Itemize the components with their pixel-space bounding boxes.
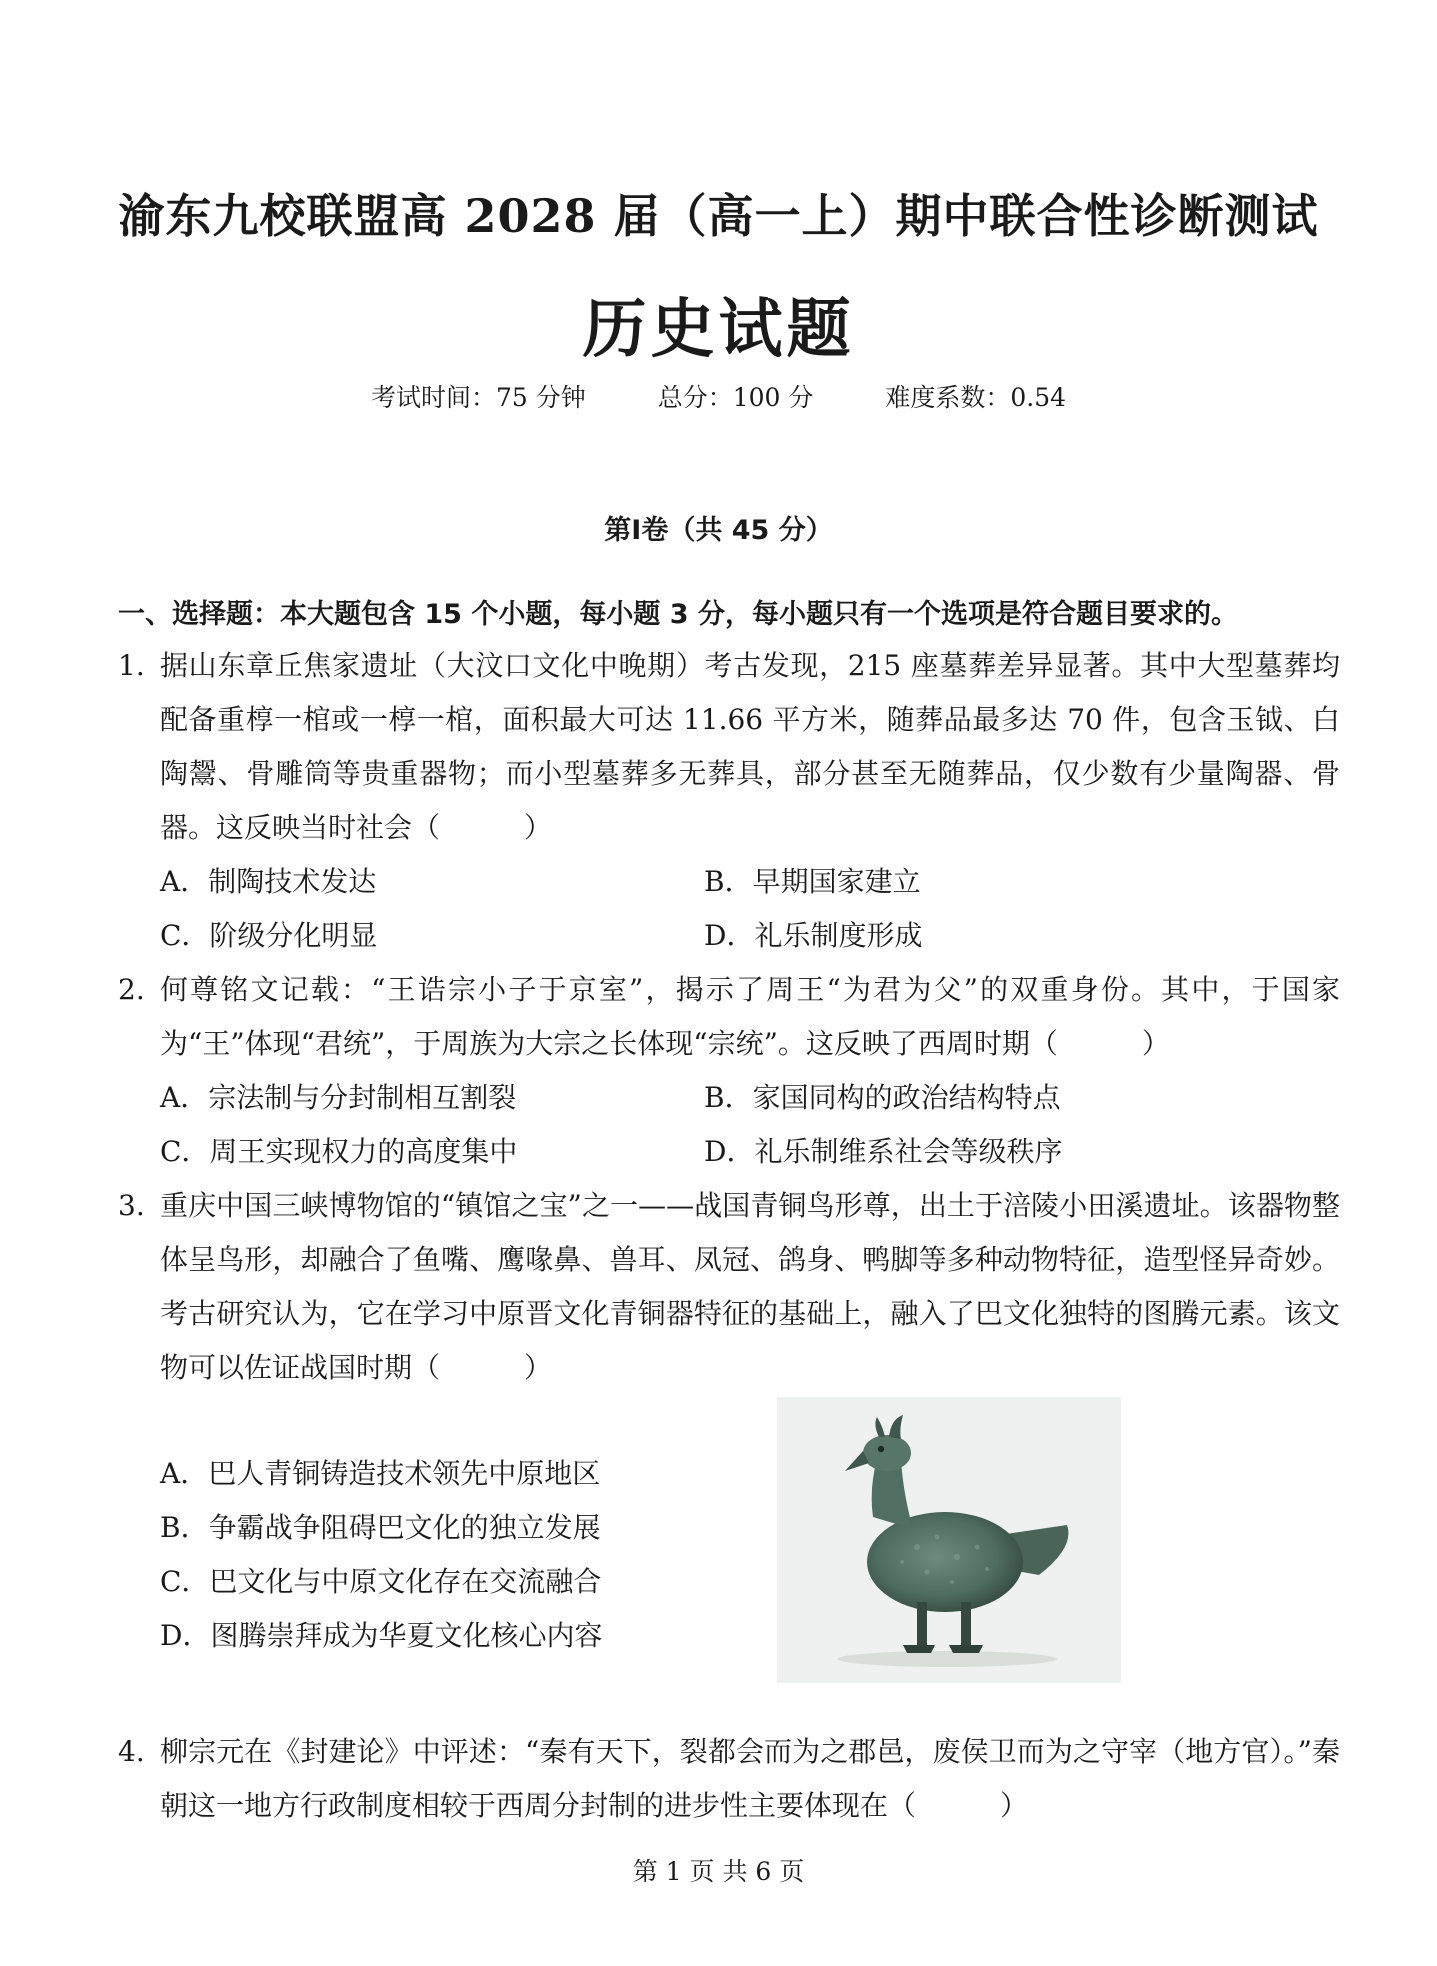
bronze-bird-vessel-illustration — [777, 1397, 1121, 1683]
question-2-option-b: B．家国同构的政治结构特点 — [704, 1081, 1061, 1114]
question-3 — [118, 1179, 1340, 1395]
question-2-option-a: A．宗法制与分封制相互割裂 — [160, 1081, 517, 1114]
question-number: 2. — [118, 973, 145, 1006]
section-instructions: 一、选择题：本大题包含 15 个小题，每小题 3 分，每小题只有一个选项是符合题目要求的。 — [118, 599, 1238, 630]
exam-title: 渝东九校联盟高 2028 届（高一上）期中联合性诊断测试 — [118, 189, 1319, 243]
exam-time: 考试时间：75 分钟 — [370, 383, 586, 412]
subject-title: 历史试题 — [582, 292, 855, 367]
question-3-option-b: B．争霸战争阻碍巴文化的独立发展 — [160, 1511, 601, 1544]
question-1-option-b: B．早期国家建立 — [704, 865, 921, 898]
page-footer: 第 1 页 共 6 页 — [632, 1857, 805, 1886]
question-number: 4. — [118, 1735, 145, 1768]
question-stem: 柳宗元在《封建论》中评述：“秦有天下，裂都会而为之郡邑，废侯卫而为之守宰（地方官）。”秦朝这一地方行政制度相较于西周分封制的进步性主要体现在（ ） — [160, 1735, 1340, 1822]
difficulty-coefficient: 难度系数：0.54 — [885, 383, 1067, 412]
question-1-option-a: A．制陶技术发达 — [160, 865, 377, 898]
question-2 — [118, 963, 1340, 1071]
question-2-option-d: D．礼乐制维系社会等级秩序 — [704, 1135, 1063, 1168]
exam-meta — [0, 378, 1437, 414]
question-stem: 据山东章丘焦家遗址（大汶口文化中晚期）考古发现，215 座墓葬差异显著。其中大型墓葬均配备重椁一棺或一椁一棺，面积最大可达 11.66 平方米，随葬品最多达 70 件，包含玉钺、白陶鬶、骨雕筒等贵重器物；而小型墓葬多无葬具，部分甚至无随葬品，仅少数有少量陶器、骨器。这反映当时社会（ ） — [160, 649, 1340, 844]
bronze-bird-vessel-photo — [777, 1397, 1121, 1683]
question-3-option-c: C．巴文化与中原文化存在交流融合 — [160, 1565, 602, 1598]
question-1-option-d: D．礼乐制度形成 — [704, 919, 923, 952]
question-number: 1. — [118, 649, 145, 682]
question-4 — [118, 1725, 1340, 1833]
question-3-option-d: D．图腾崇拜成为华夏文化核心内容 — [160, 1619, 603, 1652]
question-1-option-c: C．阶级分化明显 — [160, 919, 378, 952]
total-score: 总分：100 分 — [657, 383, 814, 412]
question-2-option-c: C．周王实现权力的高度集中 — [160, 1135, 518, 1168]
question-number: 3. — [118, 1189, 145, 1222]
section-heading: 第Ⅰ卷（共 45 分） — [604, 515, 833, 546]
question-1 — [118, 639, 1340, 855]
question-stem: 重庆中国三峡博物馆的“镇馆之宝”之一——战国青铜鸟形尊，出土于涪陵小田溪遗址。该器物整体呈鸟形，却融合了鱼嘴、鹰喙鼻、兽耳、凤冠、鸽身、鸭脚等多种动物特征，造型怪异奇妙。考古研究认为，它在学习中原晋文化青铜器特征的基础上，融入了巴文化独特的图腾元素。该文物可以佐证战国时期（ ） — [160, 1189, 1340, 1384]
question-3-option-a: A．巴人青铜铸造技术领先中原地区 — [160, 1457, 601, 1490]
question-stem: 何尊铭文记载：“王诰宗小子于京室”，揭示了周王“为君为父”的双重身份。其中，于国家为“王”体现“君统”，于周族为大宗之长体现“宗统”。这反映了西周时期（ ） — [160, 973, 1340, 1060]
